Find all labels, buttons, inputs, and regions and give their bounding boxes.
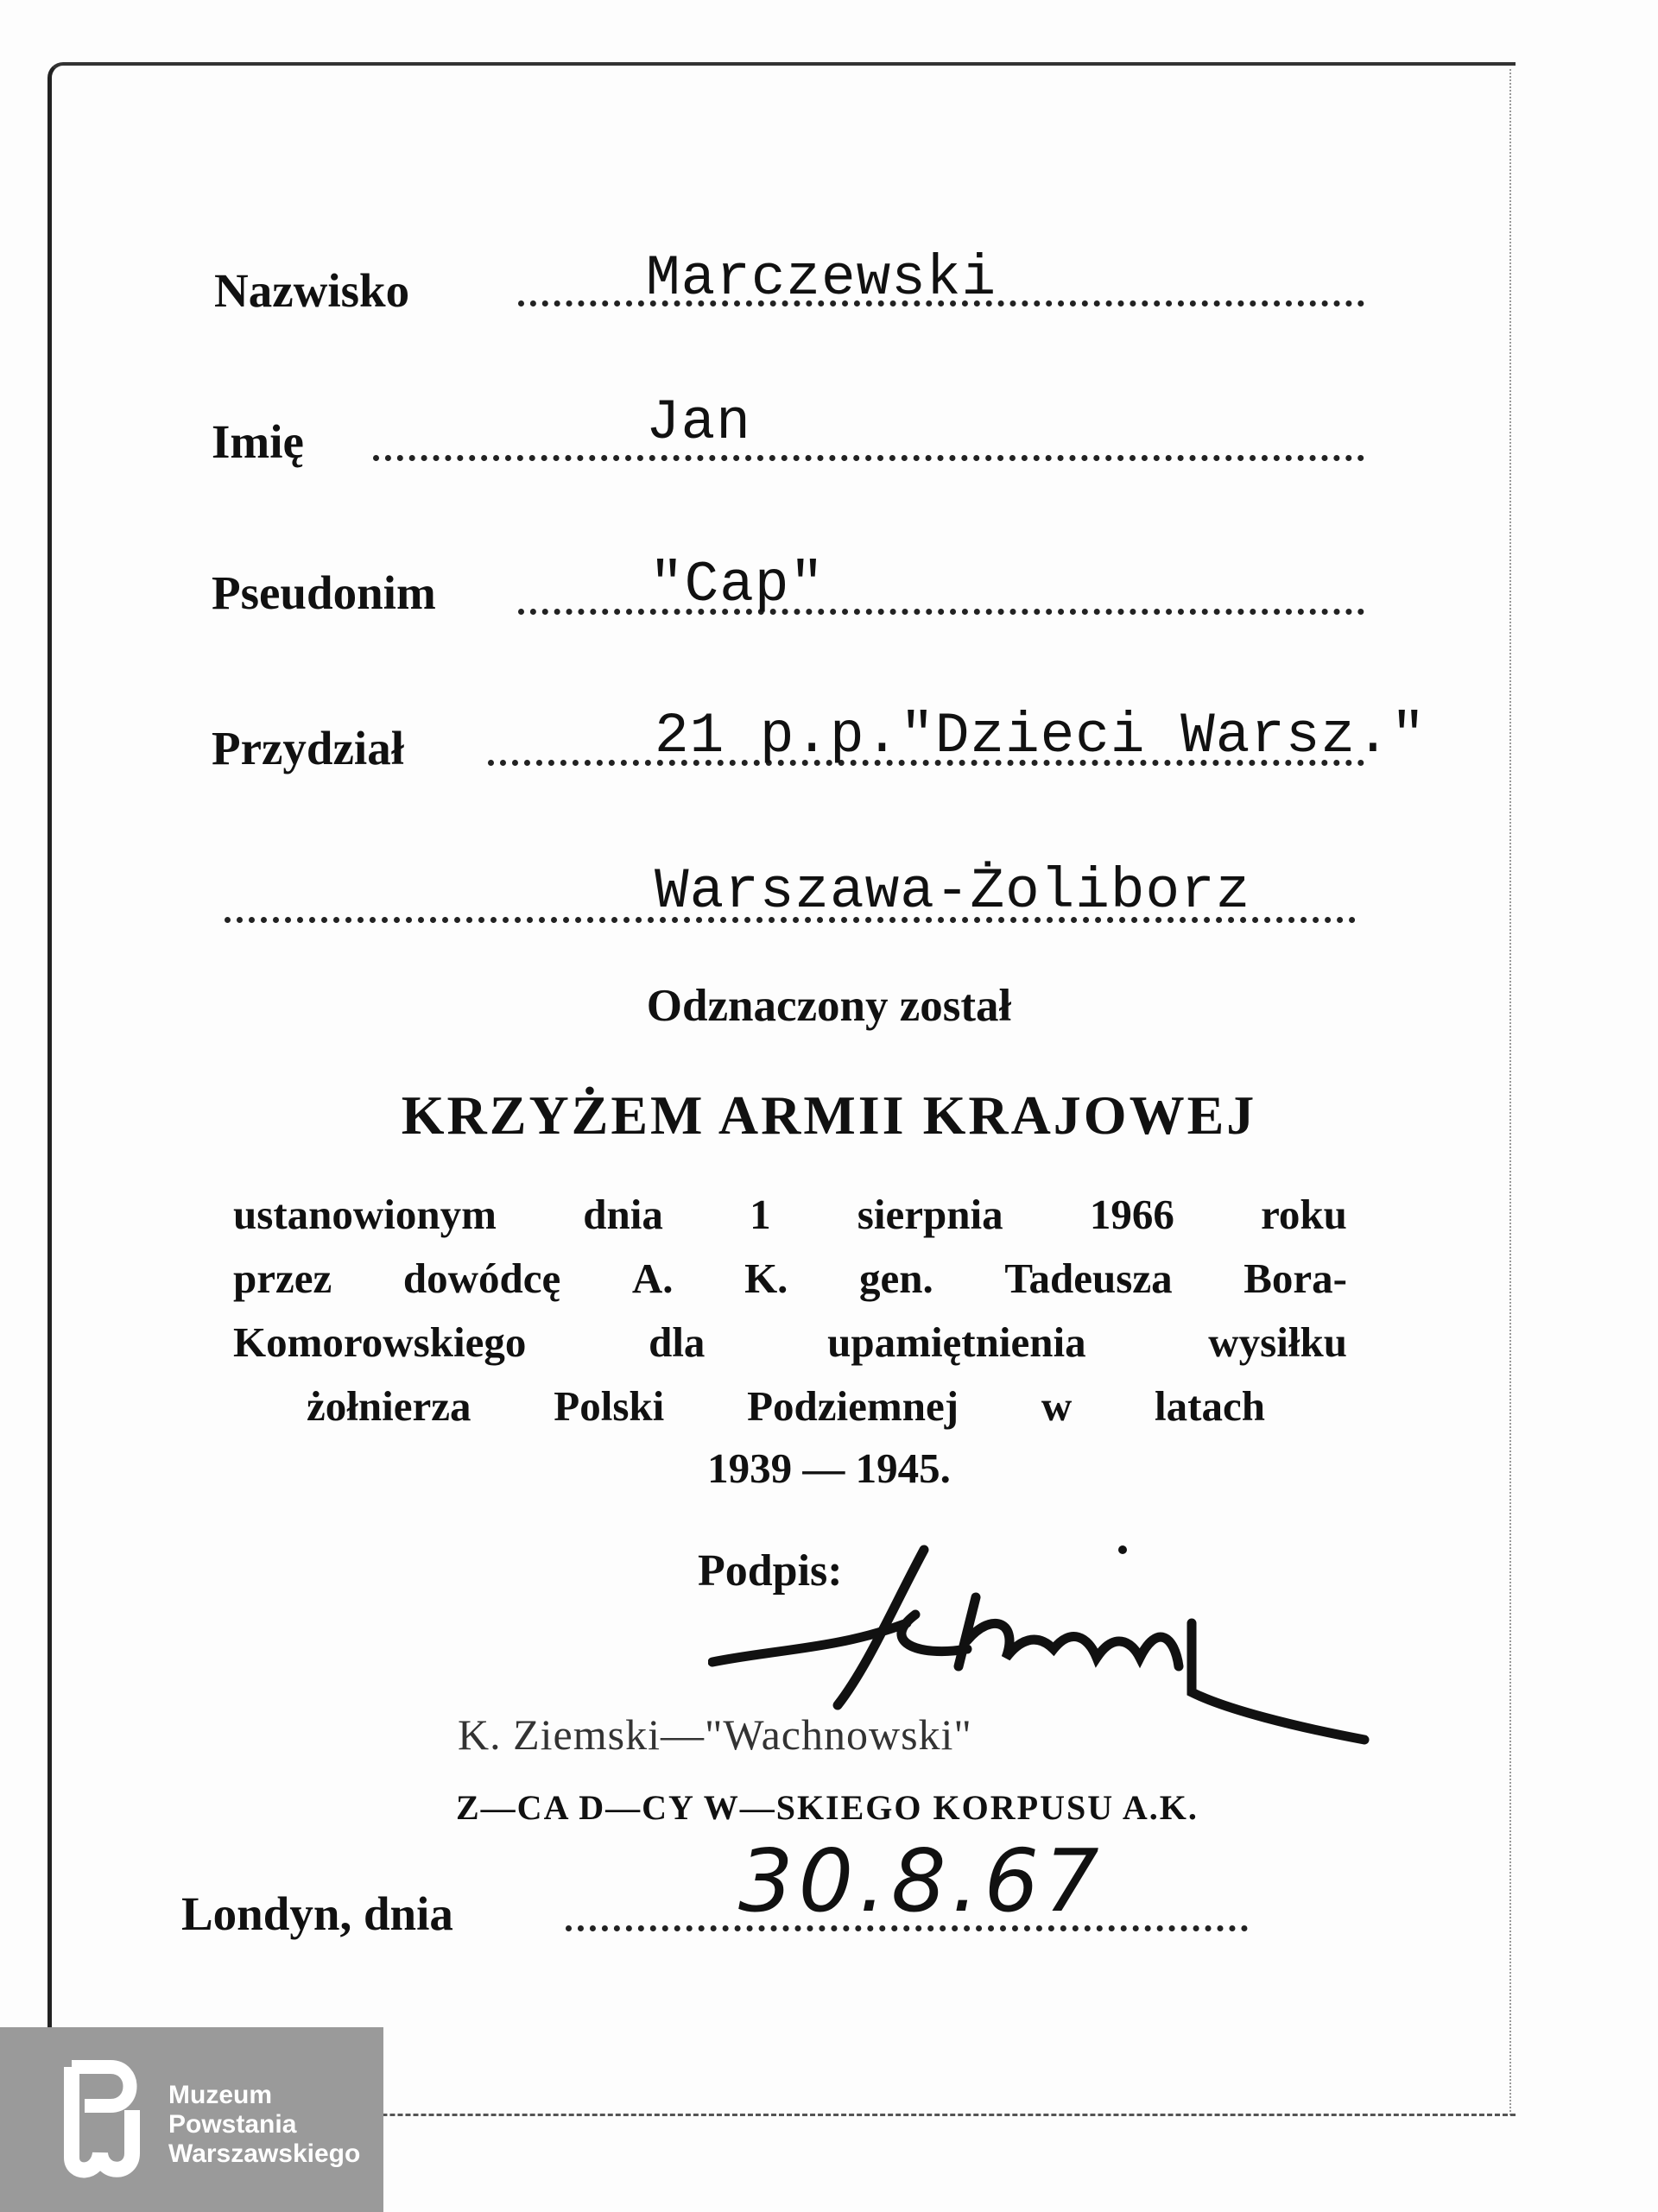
word: upamiętnienia bbox=[827, 1318, 1086, 1366]
word: K. bbox=[744, 1255, 788, 1302]
word: dla bbox=[649, 1318, 706, 1366]
surname-value: Marczewski bbox=[646, 246, 997, 311]
surname-label: Nazwisko bbox=[214, 264, 410, 317]
museum-name-line2: Powstania bbox=[168, 2110, 297, 2139]
place-date-label: Londyn, dnia bbox=[181, 1887, 453, 1940]
word: Bora- bbox=[1244, 1255, 1347, 1302]
first-name-value: Jan bbox=[646, 390, 751, 455]
signature-label: Podpis: bbox=[698, 1546, 843, 1596]
award-body-line-2 bbox=[233, 1254, 1347, 1303]
museum-watermark bbox=[0, 2027, 383, 2212]
word: Podziemnej bbox=[747, 1382, 959, 1430]
word: 1966 bbox=[1089, 1191, 1174, 1238]
assignment-label: Przydział bbox=[212, 722, 404, 774]
word: Tadeusza bbox=[1004, 1255, 1173, 1302]
museum-name-line1: Muzeum bbox=[168, 2081, 272, 2109]
pseudonym-label: Pseudonim bbox=[212, 566, 436, 619]
handwritten-date: 30.8.67 bbox=[738, 1830, 1104, 1931]
word: dowódcę bbox=[402, 1255, 561, 1302]
museum-logo-icon bbox=[50, 2058, 154, 2179]
signer-position: Z—CA D—CY W—SKIEGO KORPUSU A.K. bbox=[456, 1788, 1199, 1827]
award-body-line-3 bbox=[233, 1318, 1347, 1367]
award-intro: Odznaczony został bbox=[646, 981, 1012, 1031]
signer-name: K. Ziemski—"Wachnowski" bbox=[458, 1710, 972, 1759]
word: A. bbox=[631, 1255, 674, 1302]
pseudonym-value: "Cap" bbox=[649, 553, 826, 617]
word: Polski bbox=[554, 1382, 665, 1430]
word: wysiłku bbox=[1208, 1318, 1347, 1366]
assignment-value-2: Warszawa-Żoliborz bbox=[655, 859, 1251, 924]
assignment-value: 21 p.p."Dzieci Warsz." bbox=[655, 704, 1427, 768]
award-body-line-4 bbox=[307, 1381, 1265, 1431]
word: dnia bbox=[583, 1191, 663, 1238]
award-years: 1939 — 1945. bbox=[707, 1444, 951, 1492]
word: latach bbox=[1155, 1382, 1265, 1430]
word: w bbox=[1041, 1382, 1073, 1430]
word: 1 bbox=[750, 1191, 771, 1238]
first-name-label: Imię bbox=[212, 415, 304, 468]
word: przez bbox=[233, 1255, 332, 1302]
pseudonym-dots bbox=[518, 609, 1364, 615]
word: roku bbox=[1261, 1191, 1347, 1238]
word: Komorowskiego bbox=[233, 1318, 527, 1366]
first-name-dots bbox=[373, 455, 1364, 461]
museum-name-line3: Warszawskiego bbox=[168, 2139, 361, 2168]
word: ustanowionym bbox=[233, 1191, 497, 1238]
word: żołnierza bbox=[307, 1382, 471, 1430]
award-body-line-1 bbox=[233, 1190, 1347, 1239]
award-title: KRZYŻEM ARMII KRAJOWEJ bbox=[401, 1084, 1257, 1146]
word: sierpnia bbox=[857, 1191, 1003, 1238]
word: gen. bbox=[859, 1255, 933, 1302]
museum-name bbox=[168, 2081, 360, 2169]
